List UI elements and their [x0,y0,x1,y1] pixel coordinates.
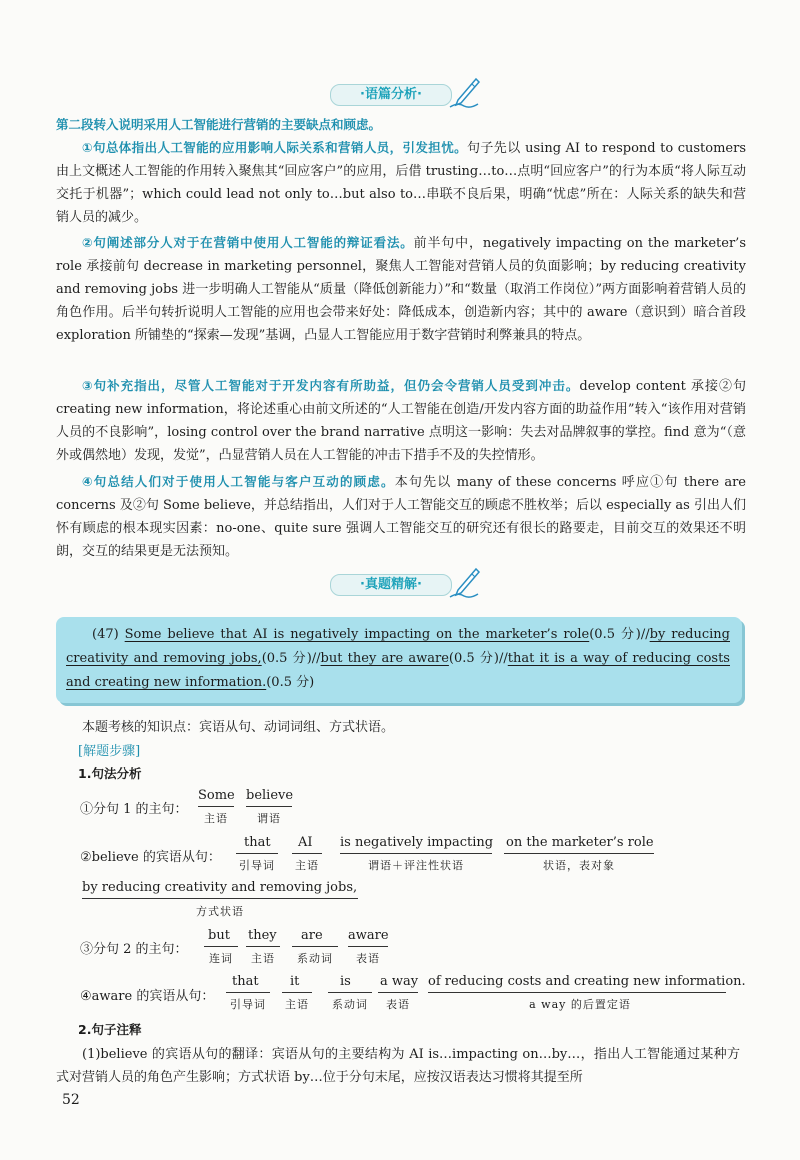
score: (0.5 分)// [448,651,508,666]
row1-label: ①分句 1 的主句： [80,802,188,817]
syntax-tag: 状语，表对象 [543,859,615,872]
syntax-word: on the marketer’s role [506,835,654,850]
syntax-word: a way [380,974,419,989]
paragraph-lead: ④句总结人们对于使用人工智能与客户互动的顾虑。 [82,474,395,489]
syntax-tag: 系动词 [332,998,368,1011]
underline [226,992,270,993]
paragraph-body: develop content 承接②句 creating new information，将论述重心由前文所述的“人工智能在创造/开发内容方面的助益作用”转入“该作用对营销人员的不良影响”，losing control over the brand narrative 点明这一影响：失去对品牌叙事的掌控。find 意为“（意外或偶然地）发现，发觉”，凸显营销人员在人工智能的冲击下措手不及的失控情形。 [56,379,746,463]
section-banner-answer [310,570,490,596]
syntax-word: Some [198,788,235,803]
underline [198,806,234,807]
notes-title: 2.句子注释 [78,1022,142,1037]
underline [82,898,358,899]
notes-paragraph: (1)believe 的宾语从句的翻译：宾语从句的主要结构为 AI is…impacting on…by…，指出人工智能通过某种方式对营销人员的角色产生影响；方式状语 by…位于分句末尾，应按汉语表达习惯将其提至所 [56,1047,740,1085]
syntax-tag: 连词 [209,952,233,965]
paragraph-lead: ③句补充指出，尽管人工智能对于开发内容有所助益，但仍会令营销人员受到冲击。 [82,378,580,393]
syntax-word: they [248,928,277,943]
underline [246,806,292,807]
underline [378,992,418,993]
syntax-word: it [290,974,300,989]
syntax-word: of reducing costs and creating new information. [428,974,746,989]
row3-label: ③分句 2 的主句： [80,942,188,957]
analysis-paragraph-1 [56,136,746,229]
underline [340,853,492,854]
banner-label: ·语篇分析· [330,84,452,106]
underline [328,992,372,993]
page-number: 52 [62,1092,80,1108]
analysis-paragraph-2 [56,231,746,347]
syntax-tag: 系动词 [297,952,333,965]
answer-segment: that it is a way of reducing costs and creating new information. [66,651,730,690]
score: (0.5 分)// [261,651,321,666]
syntax-word: that [232,974,259,989]
pen-icon [448,76,482,110]
syntax-tag: 引导词 [239,859,275,872]
paragraph-body: 本句先以 many of these concerns 呼应①句 there are concerns 及②句 Some believe，并总结指出，人们对于人工智能交互的顾虑不胜枚举；后以 especially as 引出人们怀有顾虑的根本现实因素：no-one、quite sure 强调人工智能交互的研究还有很长的路要走，目前交互的效果还不明朗，交互的结果更是无法预知。 [56,475,746,559]
answer-text [66,623,730,695]
paragraph-body: 前半句中，negatively impacting on the marketer’s role 承接前句 decrease in marketing personnel，聚焦人工智能对营销人员的负面影响；by reducing creativity and removing jobs 进一步明确人工智能从“质量（降低创新能力）”和“数量（取消工作岗位）”两方面影响着营销人员的角色作用。后半句转折说明人工智能的应用也会带来好处：降低成本，创造新内容；其中的 aware（意识到）暗合首段 exploration 所铺垫的“探索—发现”基调，凸显人工智能应用于数字营销时利弊兼具的特点。 [56,236,746,343]
steps-label: [解题步骤] [78,744,141,759]
syntax-tag: 主语 [204,812,228,825]
pen-icon [448,566,482,600]
score: (0.5 分) [266,675,315,690]
analysis-paragraph-3 [56,374,746,467]
syntax-tag: a way 的后置定语 [529,998,631,1011]
underline [348,946,388,947]
underline [246,946,280,947]
syntax-tag: 表语 [356,952,380,965]
section-banner-analysis [310,80,490,106]
answer-segment: by reducing creativity and removing jobs, [66,627,730,666]
syntax-tag: 方式状语 [196,905,244,918]
syntax-tag: 主语 [295,859,319,872]
underline [292,946,338,947]
syntax-tag: 主语 [251,952,275,965]
syntax-tag: 主语 [285,998,309,1011]
paragraph-lead: ①句总体指出人工智能的应用影响人际关系和营销人员，引发担忧。 [82,140,467,155]
syntax-tag: 谓语＋评注性状语 [368,859,464,872]
banner-label: ·真题精解· [330,574,452,596]
paragraph-lead: ②句阐述部分人对于在营销中使用人工智能的辩证看法。 [82,235,414,250]
underline [204,946,238,947]
syntax-tag: 表语 [386,998,410,1011]
syntax-title: 1.句法分析 [78,766,142,781]
syntax-tag: 引导词 [230,998,266,1011]
syntax-word: but [208,928,230,943]
answer-segment: Some believe that AI is negatively impacting on the marketer’s role [124,627,590,642]
underline [428,992,726,993]
analysis-intro: 第二段转入说明采用人工智能进行营销的主要缺点和顾虑。 [56,117,382,132]
underline [292,853,322,854]
underline [282,992,312,993]
syntax-word: are [301,928,323,943]
row4-label: ④aware 的宾语从句： [80,989,215,1004]
answer-segment: but they are aware [320,651,449,666]
row2-label: ②believe 的宾语从句： [80,850,221,865]
syntax-word: believe [246,788,294,803]
syntax-word: aware [348,928,389,943]
syntax-word: AI [298,835,313,850]
syntax-word: is [340,974,351,989]
paragraph-body: 句子先以 using AI to respond to customers 由上文概述人工智能的作用转入聚焦其“回应客户”的应用，后借 trusting…to…点明“回应客户”的行为本质“将人际互动交托于机器”；which could lead not only to…but also to…串联不良后果，明确“忧虑”所在：人际关系的缺失和营销人员的减少。 [56,141,746,225]
underline [236,853,278,854]
syntax-word: is negatively impacting [340,835,494,850]
question-number: (47) [92,627,119,642]
answer-box [56,617,742,703]
syntax-word: that [244,835,271,850]
syntax-tag: 谓语 [257,812,281,825]
score: (0.5 分)// [589,627,650,642]
analysis-paragraph-4 [56,470,746,563]
knowledge-points: 本题考核的知识点：宾语从句、动词词组、方式状语。 [82,720,395,735]
syntax-word: by reducing creativity and removing jobs, [82,880,358,895]
underline [504,853,654,854]
